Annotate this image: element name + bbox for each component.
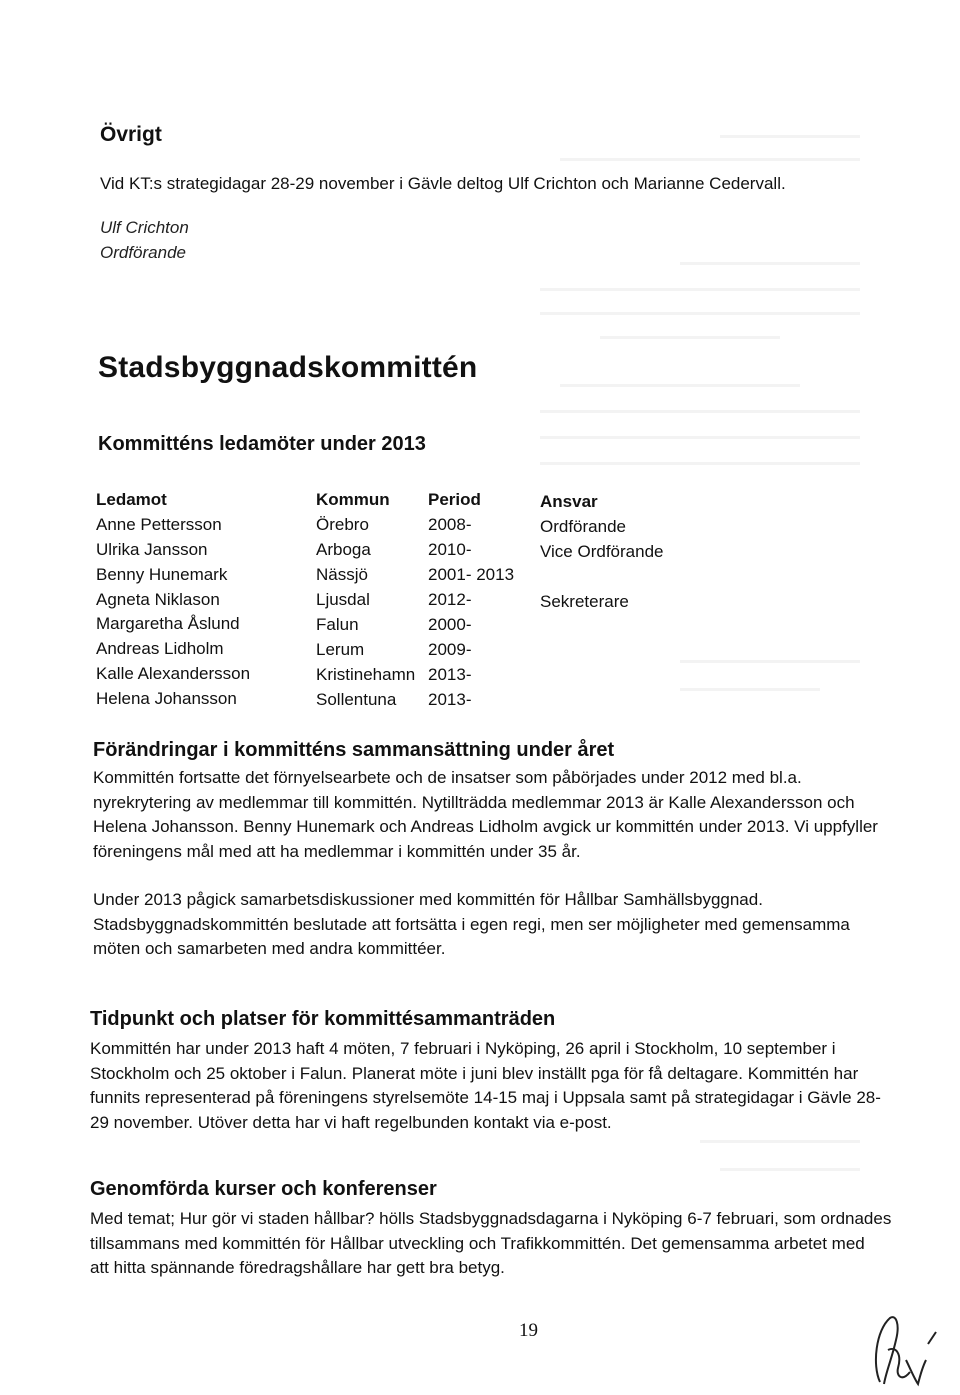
ovrigt-text: Vid KT:s strategidagar 28-29 november i Gävle deltog Ulf Crichton och Marianne Cedervall. [100, 174, 786, 193]
member-kommun: Kristinehamn [316, 665, 416, 684]
courses-paragraph [90, 1207, 891, 1281]
member-ansvar: Vice Ordförande [540, 542, 664, 561]
members-heading: Kommitténs ledamöter under 2013 [98, 433, 426, 455]
member-ansvar: Ordförande [540, 517, 626, 536]
column-header-kommun: Kommun [316, 490, 390, 509]
member-period: 2008- [428, 515, 472, 534]
paragraph-line: nyrekrytering av medlemmar till kommittén. Nytillträdda medlemmar 2013 är Kalle Alexandersson och [93, 792, 855, 812]
member-name: Agneta Niklason [96, 590, 220, 609]
member-kommun: Ljusdal [316, 590, 370, 609]
member-name: Andreas Lidholm [96, 639, 224, 658]
courses-heading: Genomförda kurser och konferenser [90, 1178, 437, 1200]
signer-name: Ulf Crichton [100, 218, 189, 237]
member-name: Ulrika Jansson [96, 540, 208, 559]
column-header-ansvar: Ansvar [540, 492, 598, 511]
paragraph-line: Stockholm och 25 oktober i Falun. Planerat möte i juni blev inställt pga för få deltagare. Kommittén har [90, 1063, 859, 1083]
paragraph-line: Stadsbyggnadskommittén beslutade att fortsätta i egen regi, men ser möjligheter med gemensamma [93, 914, 850, 934]
paragraph-line: föreningens mål med att ha medlemmar i kommittén under 35 år. [93, 841, 581, 861]
member-kommun: Arboga [316, 540, 371, 559]
meetings-heading: Tidpunkt och platser för kommittésammanträden [90, 1008, 556, 1030]
changes-heading: Förändringar i kommitténs sammansättning under året [93, 739, 615, 761]
member-ansvar: Sekreterare [540, 592, 629, 611]
member-period: 2013- [428, 665, 472, 684]
member-period: 2009- [428, 640, 472, 659]
member-name: Margaretha Åslund [96, 614, 240, 633]
member-kommun: Falun [316, 615, 359, 634]
paragraph-line: Under 2013 pågick samarbetsdiskussioner med kommittén för Hållbar Samhällsbyggnad. [93, 890, 763, 909]
member-kommun: Nässjö [316, 565, 368, 584]
member-period: 2013- [428, 690, 472, 709]
paragraph-line: Kommittén har under 2013 haft 4 möten, 7 februari i Nyköping, 26 april i Stockholm, 10 september i [90, 1039, 836, 1058]
changes-paragraph-2 [93, 888, 850, 962]
member-name: Benny Hunemark [96, 565, 228, 584]
column-header-period: Period [428, 490, 481, 509]
paragraph-line: tillsammans med kommittén för Hållbar utveckling och Trafikkommittén. Det gemensamma arbetet med [90, 1233, 865, 1253]
member-name: Kalle Alexandersson [96, 664, 251, 683]
paragraph-line: Helena Johansson. Benny Hunemark och Andreas Lidholm avgick ur kommittén under 2013. Vi uppfyller [93, 817, 878, 836]
paragraph-line: funnits representerad på föreningens styrelsemöte 14-15 maj i Uppsala samt på strategidagar i Gävle 28- [90, 1088, 881, 1107]
column-header-ledamot: Ledamot [96, 490, 167, 509]
member-name: Helena Johansson [96, 689, 237, 708]
member-period: 2010- [428, 540, 472, 559]
member-kommun: Sollentuna [316, 690, 397, 709]
member-period: 2000- [428, 615, 472, 634]
section-heading-ovrigt: Övrigt [100, 123, 162, 146]
meetings-paragraph [90, 1037, 881, 1135]
handwritten-initials [862, 1310, 942, 1390]
paragraph-line: Med temat; Hur gör vi staden hållbar? hölls Stadsbyggnadsdagarna i Nyköping 6-7 februari, som ordnades [90, 1209, 892, 1228]
committee-title: Stadsbyggnadskommittén [98, 351, 478, 384]
page-number: 19 [519, 1320, 538, 1341]
member-period: 2012- [428, 590, 472, 609]
member-name: Anne Pettersson [96, 515, 222, 534]
signer-role: Ordförande [100, 243, 186, 262]
changes-paragraph-1 [93, 766, 878, 864]
paragraph-line: att hitta spännande föredragshållare har gett bra betyg. [90, 1258, 505, 1277]
member-kommun: Örebro [316, 515, 369, 534]
member-kommun: Lerum [316, 640, 365, 659]
paragraph-line: 29 november. Utöver detta har vi haft regelbunden kontakt via e-post. [90, 1112, 612, 1132]
paragraph-line: Kommittén fortsatte det förnyelsearbete och de insatser som påbörjades under 2012 med bl.a. [93, 768, 802, 787]
member-period: 2001- 2013 [428, 565, 515, 584]
paragraph-line: möten och samarbeten med andra kommittéer. [93, 939, 446, 958]
